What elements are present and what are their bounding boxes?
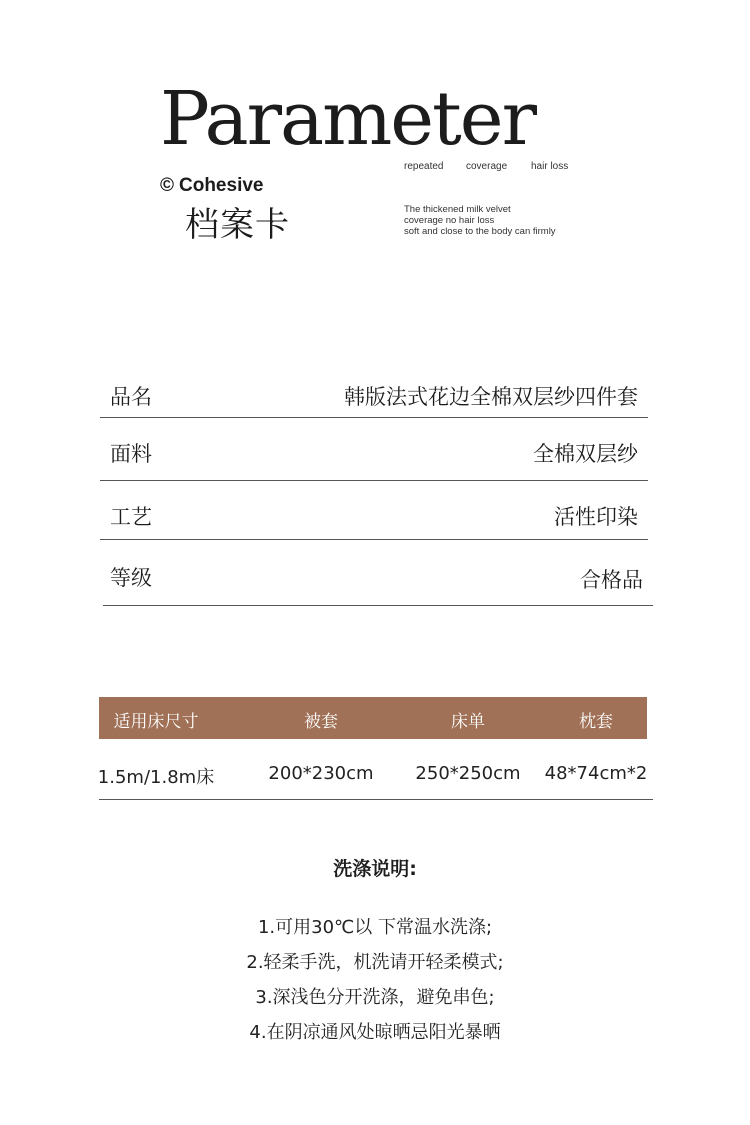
param-row-process: [100, 481, 648, 540]
header-bed-sheet: 床单: [451, 712, 485, 732]
param-label: 等级: [110, 566, 152, 590]
copyright-icon: ©: [160, 175, 174, 196]
param-row-fabric: [100, 418, 648, 481]
cell-pillowcase: 48*74cm*2: [544, 763, 648, 784]
description-line: coverage no hair loss: [404, 215, 495, 226]
page-title: Parameter: [160, 76, 535, 162]
table-row: [99, 739, 653, 800]
list-item: 4.在阴凉通风处晾晒忌阳光暴晒: [249, 1022, 501, 1043]
list-item: 3.深浅色分开洗涤，避免串色;: [255, 987, 495, 1008]
header-bed-size: 适用床尺寸: [113, 712, 199, 732]
tag-hair-loss: hair loss: [531, 161, 569, 172]
param-label: 工艺: [110, 505, 152, 529]
param-value: 合格品: [580, 568, 643, 592]
param-label: 品名: [110, 385, 152, 409]
subtitle: 档案卡: [185, 205, 290, 245]
washing-title: 洗涤说明:: [333, 858, 417, 880]
parameter-table: [100, 365, 648, 606]
param-value: 活性印染: [554, 505, 638, 529]
size-table-header: [99, 697, 647, 739]
list-item: 1.可用30℃以 下常温水洗涤;: [257, 917, 493, 938]
cell-bed-size: 1.5m/1.8m床: [97, 767, 215, 788]
cell-bed-sheet: 250*250cm: [415, 763, 521, 784]
brand: [160, 175, 263, 197]
param-value: 韩版法式花边全棉双层纱四件套: [344, 385, 638, 409]
param-label: 面料: [110, 442, 152, 466]
description-line: The thickened milk velvet: [404, 204, 511, 215]
param-value: 全棉双层纱: [533, 442, 638, 466]
size-table: [99, 697, 653, 800]
param-row-name: [100, 365, 648, 418]
description-line: soft and close to the body can firmly: [404, 226, 556, 237]
list-item: 2.轻柔手洗，机洗请开轻柔模式;: [246, 952, 504, 973]
header-pillowcase: 枕套: [579, 712, 613, 732]
description: [404, 204, 556, 237]
tag-repeated: repeated: [404, 161, 444, 172]
washing-list: [0, 910, 750, 1050]
brand-name: Cohesive: [179, 175, 264, 196]
param-row-grade: [103, 540, 653, 606]
tag-coverage: coverage: [466, 161, 508, 172]
cell-duvet-cover: 200*230cm: [268, 763, 374, 784]
header-duvet-cover: 被套: [304, 712, 338, 732]
